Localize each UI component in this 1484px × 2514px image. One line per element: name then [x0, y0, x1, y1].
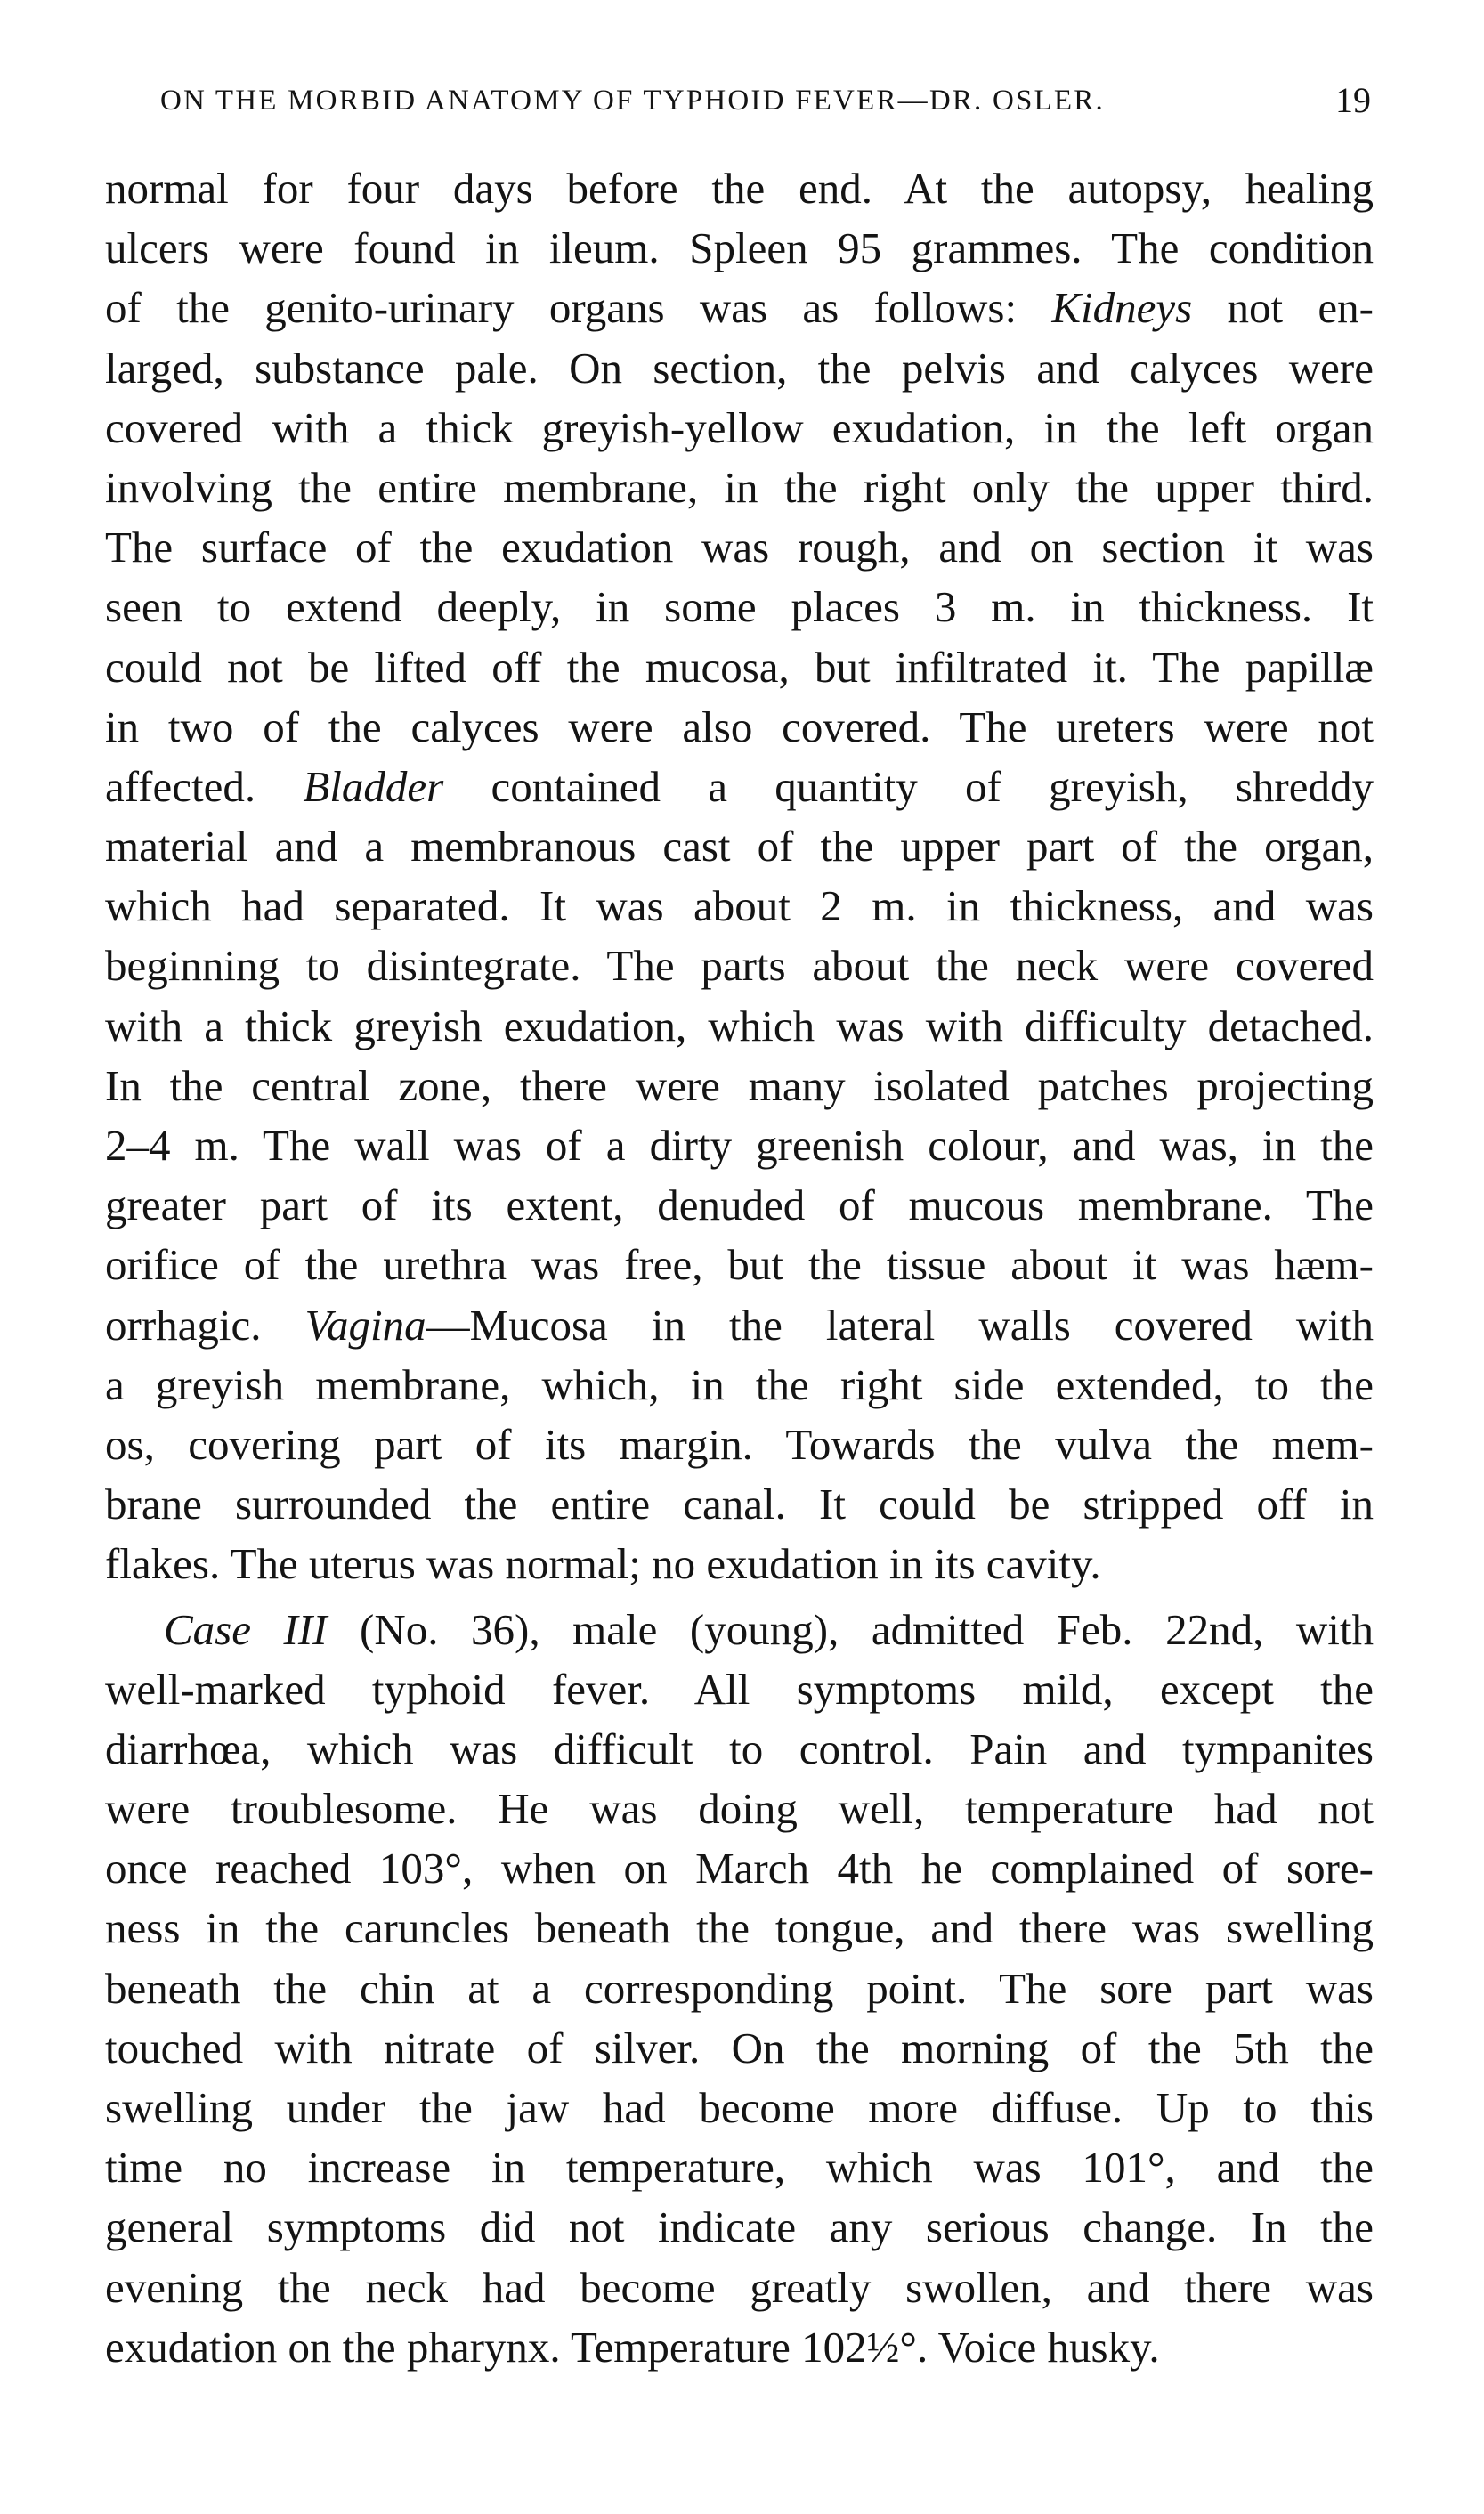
- text-line: ulcers were found in ileum. Spleen 95 grammes. The condition: [105, 223, 1374, 273]
- text-line: covered with a thick greyish-yellow exudation, in the left organ: [105, 402, 1374, 452]
- text-line: touched with nitrate of silver. On the morning of the 5th the: [105, 2023, 1374, 2072]
- text-line: 2–4 m. The wall was of a dirty greenish colour, and was, in the: [105, 1121, 1374, 1170]
- text-line: once reached 103°, when on March 4th he complained of sore-: [105, 1844, 1374, 1894]
- text-line: a greyish membrane, which, in the right side extended, to the: [105, 1359, 1374, 1409]
- text-line: were troublesome. He was doing well, temperature had not: [105, 1784, 1374, 1834]
- paragraph: [105, 158, 1374, 1594]
- text-line: involving the entire membrane, in the right only the upper third.: [105, 462, 1374, 512]
- paragraph: [105, 1600, 1374, 2377]
- running-title: ON THE MORBID ANATOMY OF TYPHOID FEVER—DR. OSLER.: [160, 85, 1105, 117]
- text-line: evening the neck had become greatly swollen, and there was: [105, 2262, 1374, 2312]
- text-line: diarrhœa, which was difficult to control. Pain and tympanites: [105, 1723, 1374, 1773]
- text-line: The surface of the exudation was rough, and on section it was: [105, 523, 1374, 572]
- text-line: of the genito-urinary organs was as follows: Kidneys not en-: [105, 283, 1375, 333]
- italic-term: Vagina: [304, 1300, 426, 1350]
- text-line: beneath the chin at a corresponding point. The sore part was: [105, 1963, 1374, 2013]
- text-line: seen to extend deeply, in some places 3 m. in thickness. It: [105, 582, 1374, 632]
- text-line: flakes. The uterus was normal; no exudation in its cavity.: [105, 1539, 1101, 1589]
- text-line: normal for four days before the end. At the autopsy, healing: [105, 164, 1374, 213]
- italic-term: Case III: [164, 1604, 328, 1654]
- text-line: time no increase in temperature, which was 101°, and the: [105, 2143, 1374, 2193]
- text-line: orrhagic. Vagina—Mucosa in the lateral walls covered with: [105, 1300, 1375, 1350]
- text-line: which had separated. It was about 2 m. in thickness, and was: [105, 881, 1374, 931]
- text-line: larged, substance pale. On section, the pelvis and calyces were: [105, 343, 1374, 393]
- text-line: swelling under the jaw had become more diffuse. Up to this: [105, 2083, 1374, 2132]
- italic-term: Bladder: [303, 761, 444, 811]
- text-line: orifice of the urethra was free, but the tissue about it was hæm-: [105, 1240, 1374, 1290]
- text-line: os, covering part of its margin. Towards the vulva the mem-: [105, 1419, 1374, 1469]
- text-line: in two of the calyces were also covered. The ureters were not: [105, 701, 1374, 751]
- text-line: Case III (No. 36), male (young), admitted Feb. 22nd, with: [164, 1604, 1375, 1654]
- text-line: brane surrounded the entire canal. It could be stripped off in: [105, 1480, 1374, 1529]
- text-line: In the central zone, there were many isolated patches projecting: [105, 1060, 1374, 1110]
- text-line: could not be lifted off the mucosa, but infiltrated it. The papillæ: [105, 642, 1374, 692]
- text-line: ness in the caruncles beneath the tongue, and there was swelling: [105, 1903, 1374, 1953]
- text-line: material and a membranous cast of the upper part of the organ,: [105, 822, 1374, 872]
- text-line: affected. Bladder contained a quantity of greyish, shreddy: [105, 761, 1374, 811]
- page-number: 19: [1335, 80, 1371, 120]
- text-line: general symptoms did not indicate any serious change. In the: [105, 2202, 1374, 2252]
- text-line: beginning to disintegrate. The parts about the neck were covered: [105, 941, 1374, 991]
- body-text: [105, 158, 1374, 2377]
- text-line: with a thick greyish exudation, which was with difficulty detached.: [105, 1001, 1374, 1050]
- text-line: greater part of its extent, denuded of mucous membrane. The: [105, 1180, 1374, 1230]
- italic-term: Kidneys: [1051, 283, 1193, 333]
- text-line: exudation on the pharynx. Temperature 102½°. Voice husky.: [105, 2322, 1160, 2372]
- running-head: [160, 69, 1371, 132]
- text-line: well-marked typhoid fever. All symptoms mild, except the: [105, 1664, 1374, 1714]
